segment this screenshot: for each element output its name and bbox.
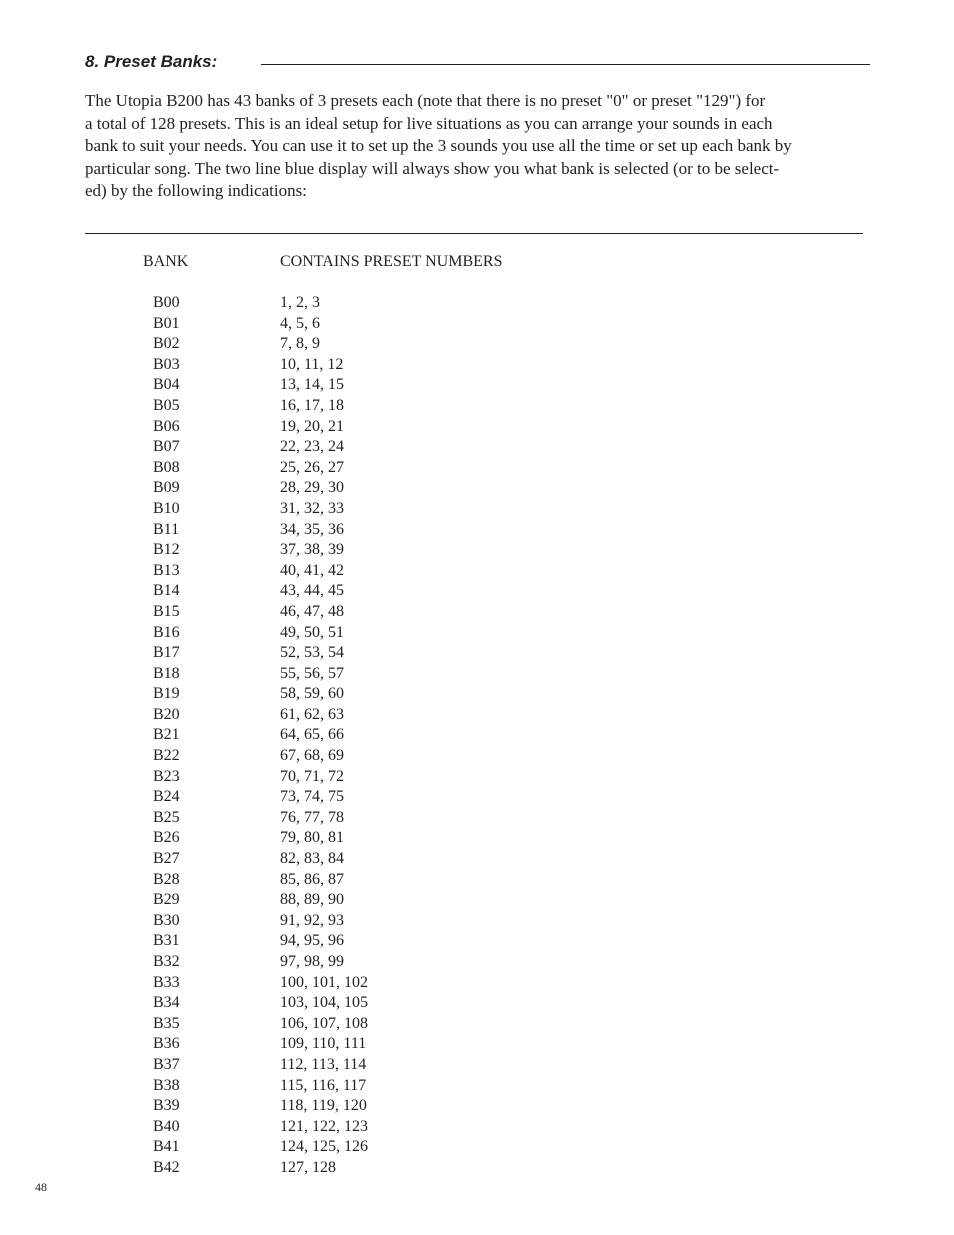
- table-row: [0, 643, 954, 664]
- preset-numbers-cell: 40, 41, 42: [280, 561, 344, 579]
- bank-cell: B27: [153, 850, 180, 868]
- preset-numbers-cell: 19, 20, 21: [280, 417, 344, 435]
- preset-numbers-cell: 70, 71, 72: [280, 767, 344, 785]
- preset-numbers-cell: 58, 59, 60: [280, 685, 344, 703]
- table-row: [0, 1014, 954, 1035]
- page-number: 48: [35, 1180, 47, 1194]
- bank-cell: B42: [153, 1158, 180, 1176]
- preset-numbers-cell: 1, 2, 3: [280, 294, 320, 311]
- table-row: [0, 581, 954, 602]
- table-row: [0, 334, 954, 355]
- table-row: [0, 499, 954, 520]
- table-row: [0, 293, 954, 314]
- preset-numbers-cell: 82, 83, 84: [280, 850, 344, 868]
- table-row: [0, 1158, 954, 1179]
- bank-cell: B34: [153, 994, 180, 1012]
- intro-line: The Utopia B200 has 43 banks of 3 presets each (note that there is no preset "0" or preset "129") for: [85, 91, 766, 110]
- bank-cell: B10: [153, 499, 180, 517]
- bank-cell: B24: [153, 788, 180, 806]
- intro-line: particular song. The two line blue display will always show you what bank is selected (or to be select-: [85, 158, 780, 178]
- intro-line: a total of 128 presets. This is an ideal setup for live situations as you can arrange your sounds in each: [85, 113, 773, 133]
- table-row: [0, 1096, 954, 1117]
- table-row: [0, 787, 954, 808]
- bank-cell: B22: [153, 747, 180, 765]
- table-row: [0, 664, 954, 685]
- bank-cell: B29: [153, 891, 180, 909]
- preset-numbers-cell: 67, 68, 69: [280, 747, 344, 765]
- bank-cell: B03: [153, 355, 180, 373]
- bank-cell: B32: [153, 953, 180, 970]
- preset-numbers-cell: 94, 95, 96: [280, 932, 344, 950]
- preset-numbers-cell: 31, 32, 33: [280, 499, 344, 517]
- table-row: [0, 870, 954, 891]
- table-row: [0, 746, 954, 767]
- table-row: [0, 705, 954, 726]
- bank-cell: B19: [153, 685, 180, 703]
- preset-numbers-cell: 109, 110, 111: [280, 1035, 367, 1053]
- bank-cell: B36: [153, 1035, 180, 1053]
- table-row: [0, 458, 954, 479]
- bank-cell: B00: [153, 294, 180, 311]
- table-row: [0, 684, 954, 705]
- table-row: [0, 1076, 954, 1097]
- table-row: [0, 355, 954, 376]
- preset-numbers-cell: 28, 29, 30: [280, 479, 344, 497]
- preset-numbers-cell: 49, 50, 51: [280, 623, 344, 641]
- preset-numbers-cell: 97, 98, 99: [280, 953, 344, 970]
- bank-cell: B37: [153, 1055, 180, 1073]
- table-row: [0, 767, 954, 788]
- bank-cell: B08: [153, 458, 180, 476]
- bank-cell: B17: [153, 644, 180, 662]
- table-row: [0, 520, 954, 541]
- bank-cell: B15: [153, 602, 180, 620]
- preset-numbers-cell: 100, 101, 102: [280, 973, 368, 991]
- bank-cell: B14: [153, 582, 180, 600]
- table-row: [0, 952, 954, 973]
- preset-numbers-cell: 121, 122, 123: [280, 1117, 368, 1135]
- preset-numbers-cell: 76, 77, 78: [280, 808, 344, 826]
- preset-numbers-cell: 61, 62, 63: [280, 705, 344, 723]
- preset-numbers-cell: 4, 5, 6: [280, 314, 320, 332]
- bank-cell: B26: [153, 829, 180, 847]
- bank-cell: B30: [153, 911, 180, 929]
- preset-numbers-cell: 16, 17, 18: [280, 396, 344, 414]
- bank-cell: B06: [153, 417, 180, 435]
- table-row: [0, 1055, 954, 1076]
- table-row: [0, 602, 954, 623]
- preset-numbers-cell: 55, 56, 57: [280, 664, 344, 682]
- bank-cell: B09: [153, 479, 180, 497]
- preset-numbers-cell: 7, 8, 9: [280, 335, 320, 353]
- table-row: [0, 375, 954, 396]
- table-top-rule: [85, 233, 863, 234]
- preset-numbers-cell: 73, 74, 75: [280, 788, 344, 806]
- table-row: [0, 1034, 954, 1055]
- table-row: [0, 890, 954, 911]
- intro-paragraph: [85, 90, 875, 203]
- table-row: [0, 396, 954, 417]
- preset-numbers-cell: 112, 113, 114: [280, 1055, 367, 1073]
- bank-cell: B21: [153, 726, 180, 744]
- bank-cell: B16: [153, 623, 180, 641]
- intro-line: bank to suit your needs. You can use it to set up the 3 sounds you use all the time or set up each bank by: [85, 136, 792, 155]
- preset-numbers-cell: 115, 116, 117: [280, 1076, 367, 1094]
- bank-cell: B38: [153, 1076, 180, 1094]
- preset-numbers-cell: 37, 38, 39: [280, 541, 344, 559]
- table-row: [0, 1117, 954, 1138]
- preset-numbers-cell: 91, 92, 93: [280, 911, 344, 929]
- bank-cell: B35: [153, 1014, 180, 1032]
- preset-numbers-cell: 13, 14, 15: [280, 376, 344, 394]
- bank-cell: B39: [153, 1097, 180, 1115]
- preset-numbers-cell: 118, 119, 120: [280, 1097, 367, 1115]
- table-row: [0, 314, 954, 335]
- preset-numbers-cell: 88, 89, 90: [280, 891, 344, 909]
- bank-cell: B05: [153, 396, 180, 414]
- preset-numbers-cell: 124, 125, 126: [280, 1138, 368, 1156]
- bank-cell: B33: [153, 973, 180, 991]
- table-row: [0, 849, 954, 870]
- presets-column-header: CONTAINS PRESET NUMBERS: [280, 253, 503, 270]
- preset-numbers-cell: 79, 80, 81: [280, 829, 344, 847]
- table-row: [0, 478, 954, 499]
- table-row: [0, 437, 954, 458]
- bank-cell: B20: [153, 705, 180, 723]
- table-row: [0, 931, 954, 952]
- bank-cell: B01: [153, 314, 180, 332]
- section-heading: 8. Preset Banks:: [85, 52, 218, 71]
- table-row: [0, 808, 954, 829]
- bank-cell: B40: [153, 1117, 180, 1135]
- table-row: [0, 993, 954, 1014]
- bank-cell: B28: [153, 870, 180, 888]
- table-row: [0, 973, 954, 994]
- bank-cell: B13: [153, 561, 180, 579]
- bank-cell: B11: [153, 520, 180, 538]
- table-row: [0, 725, 954, 746]
- heading-rule: [261, 64, 870, 65]
- bank-cell: B07: [153, 438, 180, 456]
- preset-numbers-cell: 25, 26, 27: [280, 458, 344, 476]
- preset-numbers-cell: 46, 47, 48: [280, 602, 344, 620]
- bank-cell: B12: [153, 541, 180, 559]
- preset-numbers-cell: 52, 53, 54: [280, 644, 344, 662]
- preset-numbers-cell: 106, 107, 108: [280, 1014, 368, 1032]
- bank-cell: B23: [153, 767, 180, 785]
- preset-numbers-cell: 22, 23, 24: [280, 438, 344, 456]
- table-row: [0, 623, 954, 644]
- table-row: [0, 561, 954, 582]
- table-row: [0, 417, 954, 438]
- bank-cell: B31: [153, 932, 180, 950]
- bank-cell: B02: [153, 335, 180, 353]
- bank-cell: B25: [153, 808, 180, 826]
- preset-numbers-cell: 127, 128: [280, 1158, 336, 1176]
- preset-numbers-cell: 64, 65, 66: [280, 726, 344, 744]
- preset-numbers-cell: 43, 44, 45: [280, 582, 344, 600]
- intro-line: ed) by the following indications:: [85, 181, 307, 200]
- preset-numbers-cell: 85, 86, 87: [280, 870, 344, 888]
- preset-numbers-cell: 10, 11, 12: [280, 355, 344, 373]
- table-row: [0, 911, 954, 932]
- table-row: [0, 828, 954, 849]
- bank-cell: B41: [153, 1138, 180, 1156]
- bank-cell: B04: [153, 376, 180, 394]
- bank-table-body: [0, 293, 954, 1179]
- table-row: [0, 1137, 954, 1158]
- bank-column-header: BANK: [143, 253, 189, 270]
- bank-cell: B18: [153, 664, 180, 682]
- table-row: [0, 540, 954, 561]
- preset-numbers-cell: 34, 35, 36: [280, 520, 344, 538]
- preset-numbers-cell: 103, 104, 105: [280, 994, 368, 1012]
